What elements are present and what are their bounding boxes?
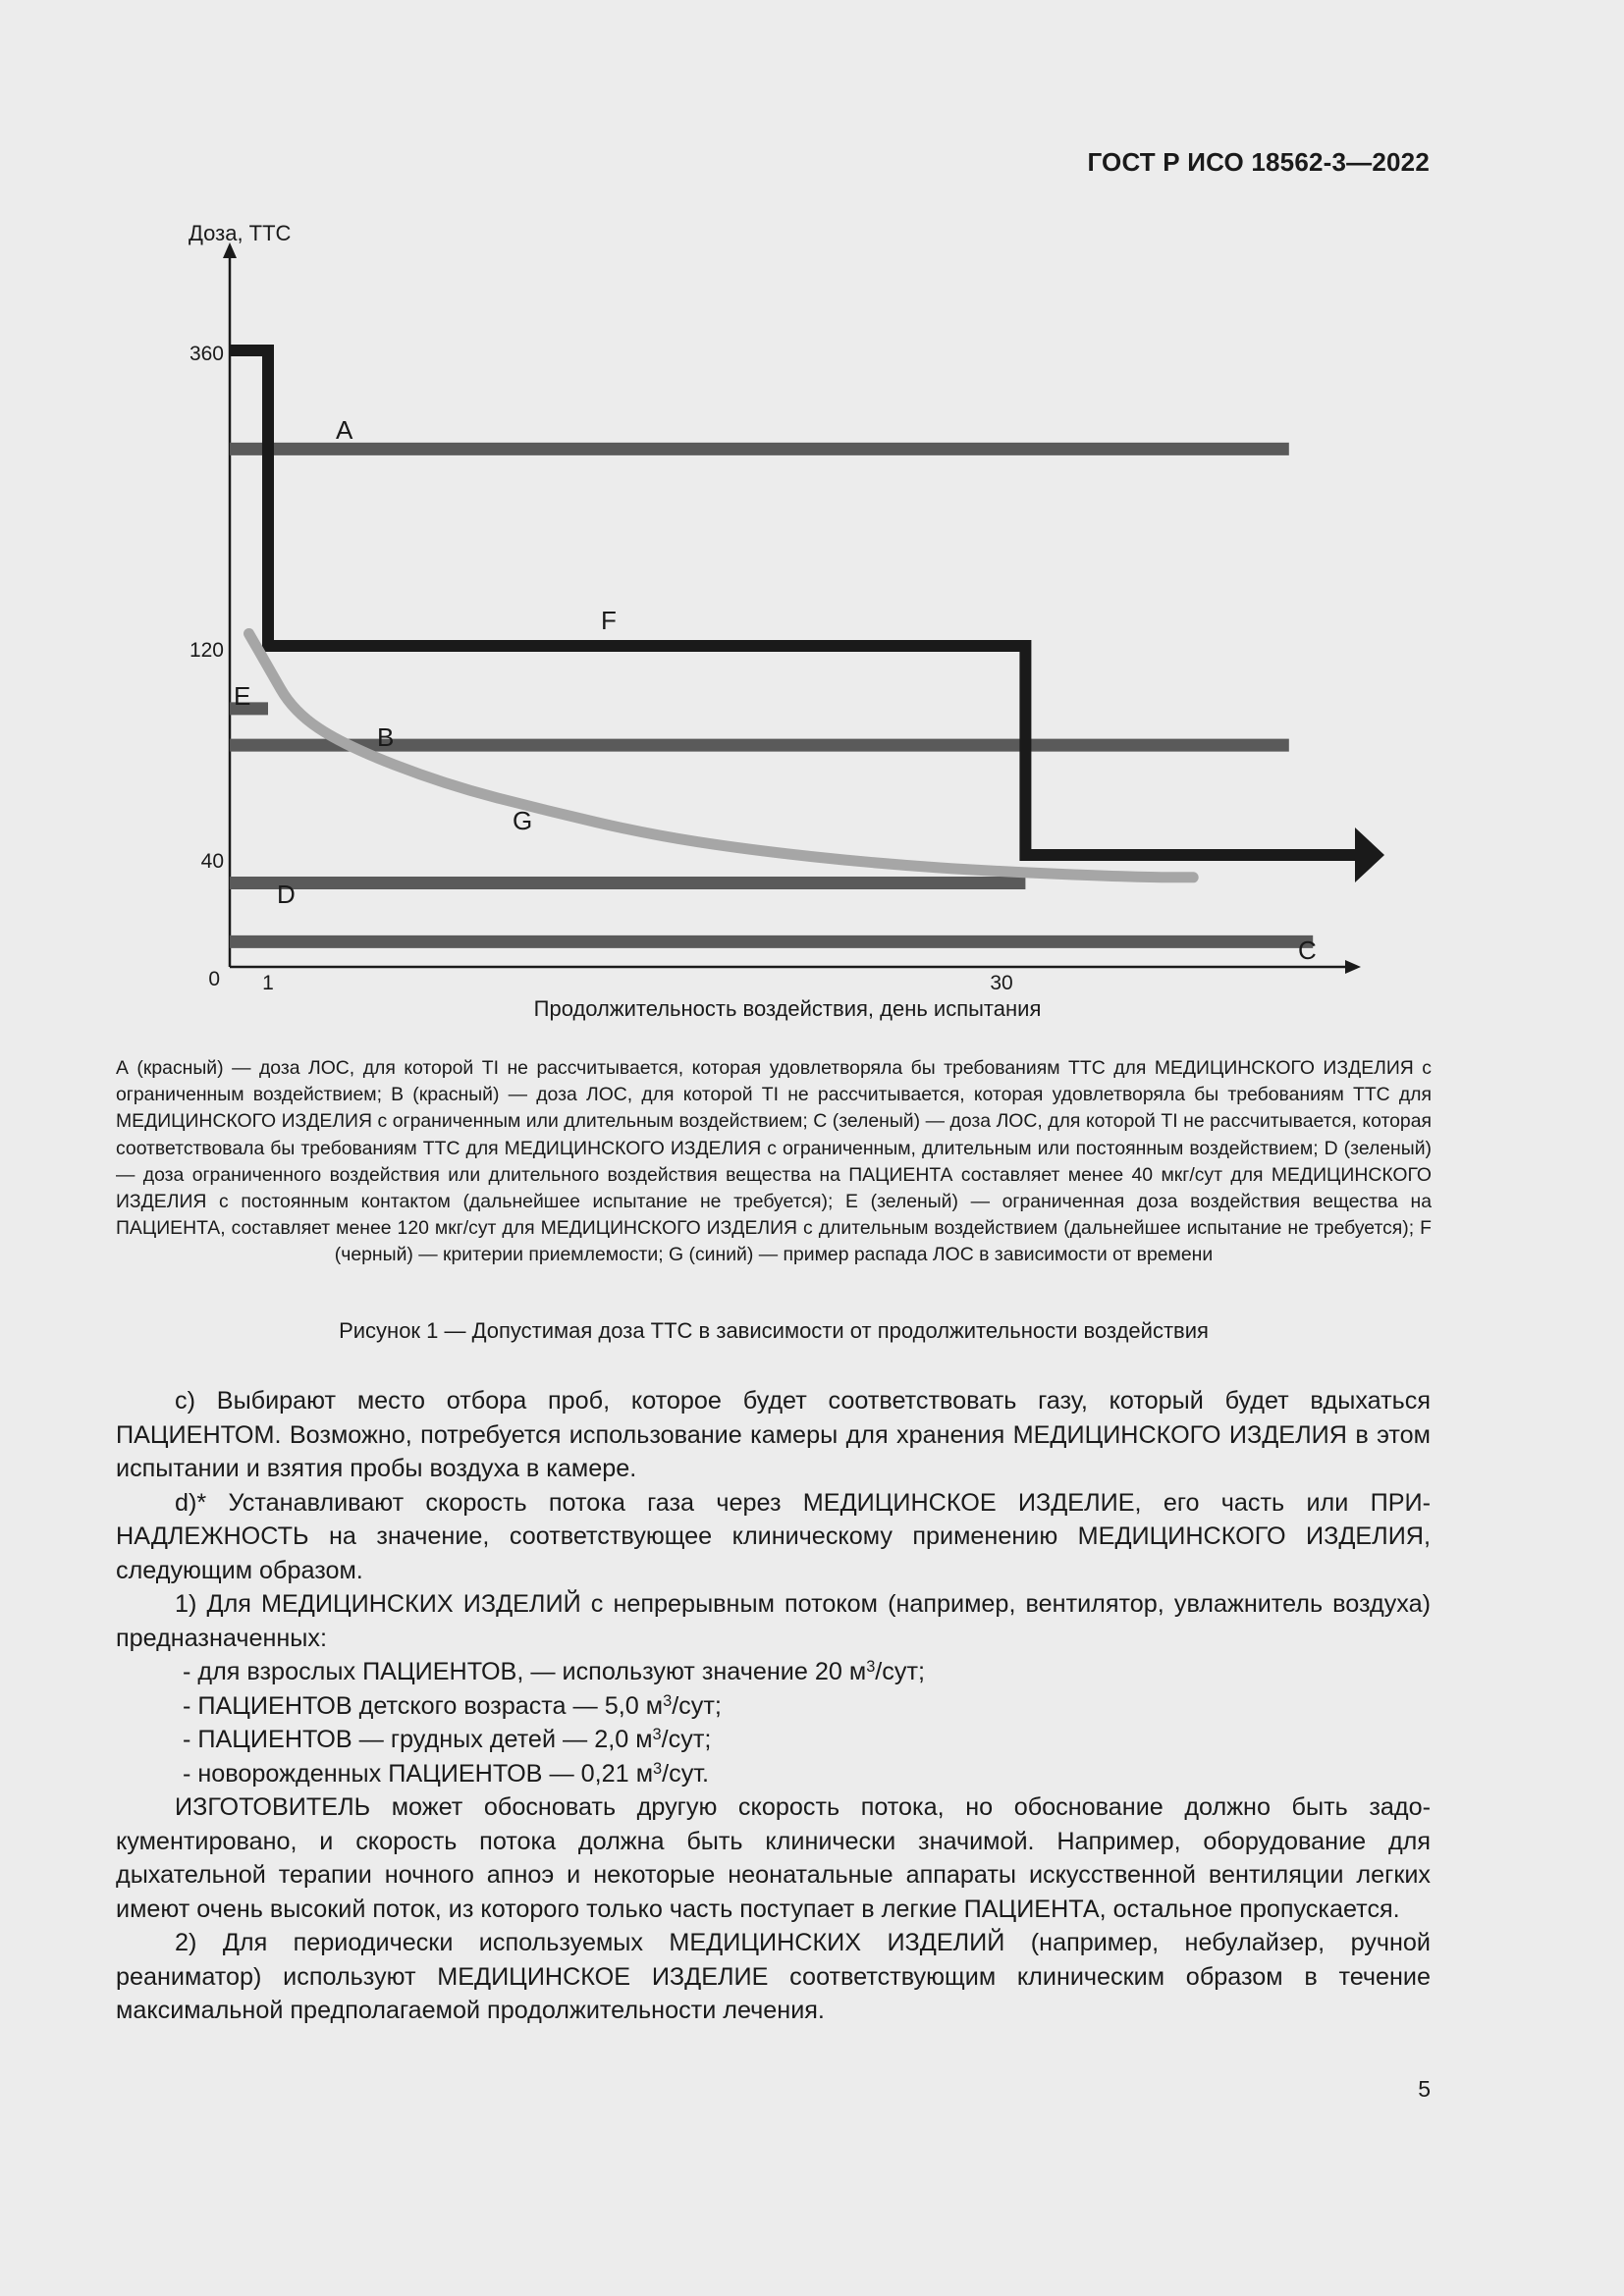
x-axis-label: Продолжительность воздействия, день испытания: [533, 996, 1042, 1021]
series-label-a: A: [336, 415, 353, 445]
series-line-g: [249, 633, 1194, 877]
paragraph-2: 2) Для периодически используемых МЕДИЦИНСКИХ ИЗДЕЛИЙ (например, небулайзер, ручной реаниматор) используют МЕДИЦИНСКОЕ ИЗДЕЛИЕ соответствующим клиническим образом в течение максимальной предполагаемой продолжительности лечения.: [116, 1929, 1431, 2024]
paragraph-manufacturer: ИЗГОТОВИТЕЛЬ может обосновать другую скорость потока, но обоснование должно быть задокументировано, и скорость потока должна быть клинически значимой. Например, оборудование для дыхательной терапии ночного апноэ и некоторые неонатальные аппараты искусственной вентиляции легких имеют очень высокий поток, из которого только часть поступает в легкие ПАЦИЕНТА, остальное пропускается.: [116, 1793, 1431, 1923]
y-tick-label: 360: [189, 343, 224, 365]
series-label-c: C: [1298, 935, 1317, 965]
y-tick-label: 40: [200, 850, 224, 873]
document-header: ГОСТ Р ИСО 18562-3—2022: [1087, 147, 1430, 177]
x-axis-arrow: [1345, 960, 1361, 974]
x-tick-label: 1: [262, 972, 274, 994]
paragraph-c: c) Выбирают место отбора проб, которое будет соответствовать газу, который будет вдыхаться ПАЦИЕНТОМ. Возможно, потребуется использование камеры для хранения МЕДИЦИНСКОГО ИЗДЕЛИЯ в этом испытании и взятия пробы воздуха в камере.: [116, 1387, 1431, 1482]
list-item: - для взрослых ПАЦИЕНТОВ, — используют значение 20 $м^3$/сут;: [183, 1658, 926, 1685]
series-label-b: B: [377, 722, 395, 752]
paragraph-d: d)* Устанавливают скорость потока газа через МЕДИЦИНСКОЕ ИЗДЕЛИЕ, его часть или ПРИНАДЛЕЖНОСТЬ на значение, соответствующее клиническому применению МЕДИЦИНСКОГО ИЗДЕЛИЯ, следующим образом.: [116, 1488, 1431, 1584]
list-item: - новорожденных ПАЦИЕНТОВ — 0,21 $м^3$/сут.: [183, 1759, 710, 1788]
list-item: - ПАЦИЕНТОВ — грудных детей — 2,0 $м^3$/сут;: [183, 1726, 712, 1753]
x-tick-label: 0: [208, 968, 220, 990]
figure-chart: [147, 211, 1384, 1036]
page-number: 5: [1418, 2076, 1431, 2102]
y-axis-label: Доза, ТТС: [189, 221, 292, 245]
series-label-e: E: [234, 681, 251, 711]
figure-legend: А (красный) — доза ЛОС, для которой TI не рассчитывается, которая удовлетворяла бы требованиям ТТС для МЕДИЦИНСКОГО ИЗДЕЛИЯ с ограниченным воздействием; В (красный) — доза ЛОС, для которой TI не рассчитывается, которая удовлетворяла бы требованиям ТТС для МЕДИЦИНСКОГО ИЗДЕЛИЯ с ограниченным или длительным воздействием; С (зеленый) — доза ЛОС, для которой TI не рассчитывается, которая соответствовала бы требованиям ТТС для МЕДИЦИНСКОГО ИЗДЕЛИЯ с ограниченным, длительным или постоянным воздействием; D (зеленый) — доза ограниченного воздействия или длительного воздействия вещества на ПАЦИЕНТА составляет менее 40 мкг/сут для МЕДИЦИНСКОГО ИЗДЕЛИЯ с постоянным контактом (дальнейшее испытание не требуется); Е (зеленый) — ограниченная доза воздействия вещества на ПАЦИЕНТА, составляет менее 120 мкг/сут для МЕДИЦИНСКОГО ИЗДЕЛИЯ с длительным воздействием (дальнейшее испытание не требуется); F (черный) — критерии приемлемости; G (синий) — пример распада ЛОС в зависимости от времени: [116, 1057, 1432, 1266]
series-arrow-f: [1355, 828, 1384, 882]
series-label-d: D: [277, 880, 296, 909]
dose-chart: [147, 211, 1384, 1036]
series-label-g: G: [513, 806, 533, 835]
list-item: - ПАЦИЕНТОВ детского возраста — 5,0 $м^3$/сут;: [183, 1691, 722, 1720]
series-line-f: [230, 350, 1361, 855]
paragraph-1: 1) Для МЕДИЦИНСКИХ ИЗДЕЛИЙ с непрерывным потоком (например, вентилятор, увлажнитель воздуха) предназначенных:: [116, 1590, 1431, 1652]
x-tick-label: 30: [990, 972, 1013, 994]
body-text: [116, 1384, 1431, 2028]
figure-caption: Рисунок 1 — Допустимая доза ТТС в зависимости от продолжительности воздействия: [339, 1318, 1209, 1343]
series-label-f: F: [601, 606, 617, 635]
y-tick-label: 120: [189, 639, 224, 662]
